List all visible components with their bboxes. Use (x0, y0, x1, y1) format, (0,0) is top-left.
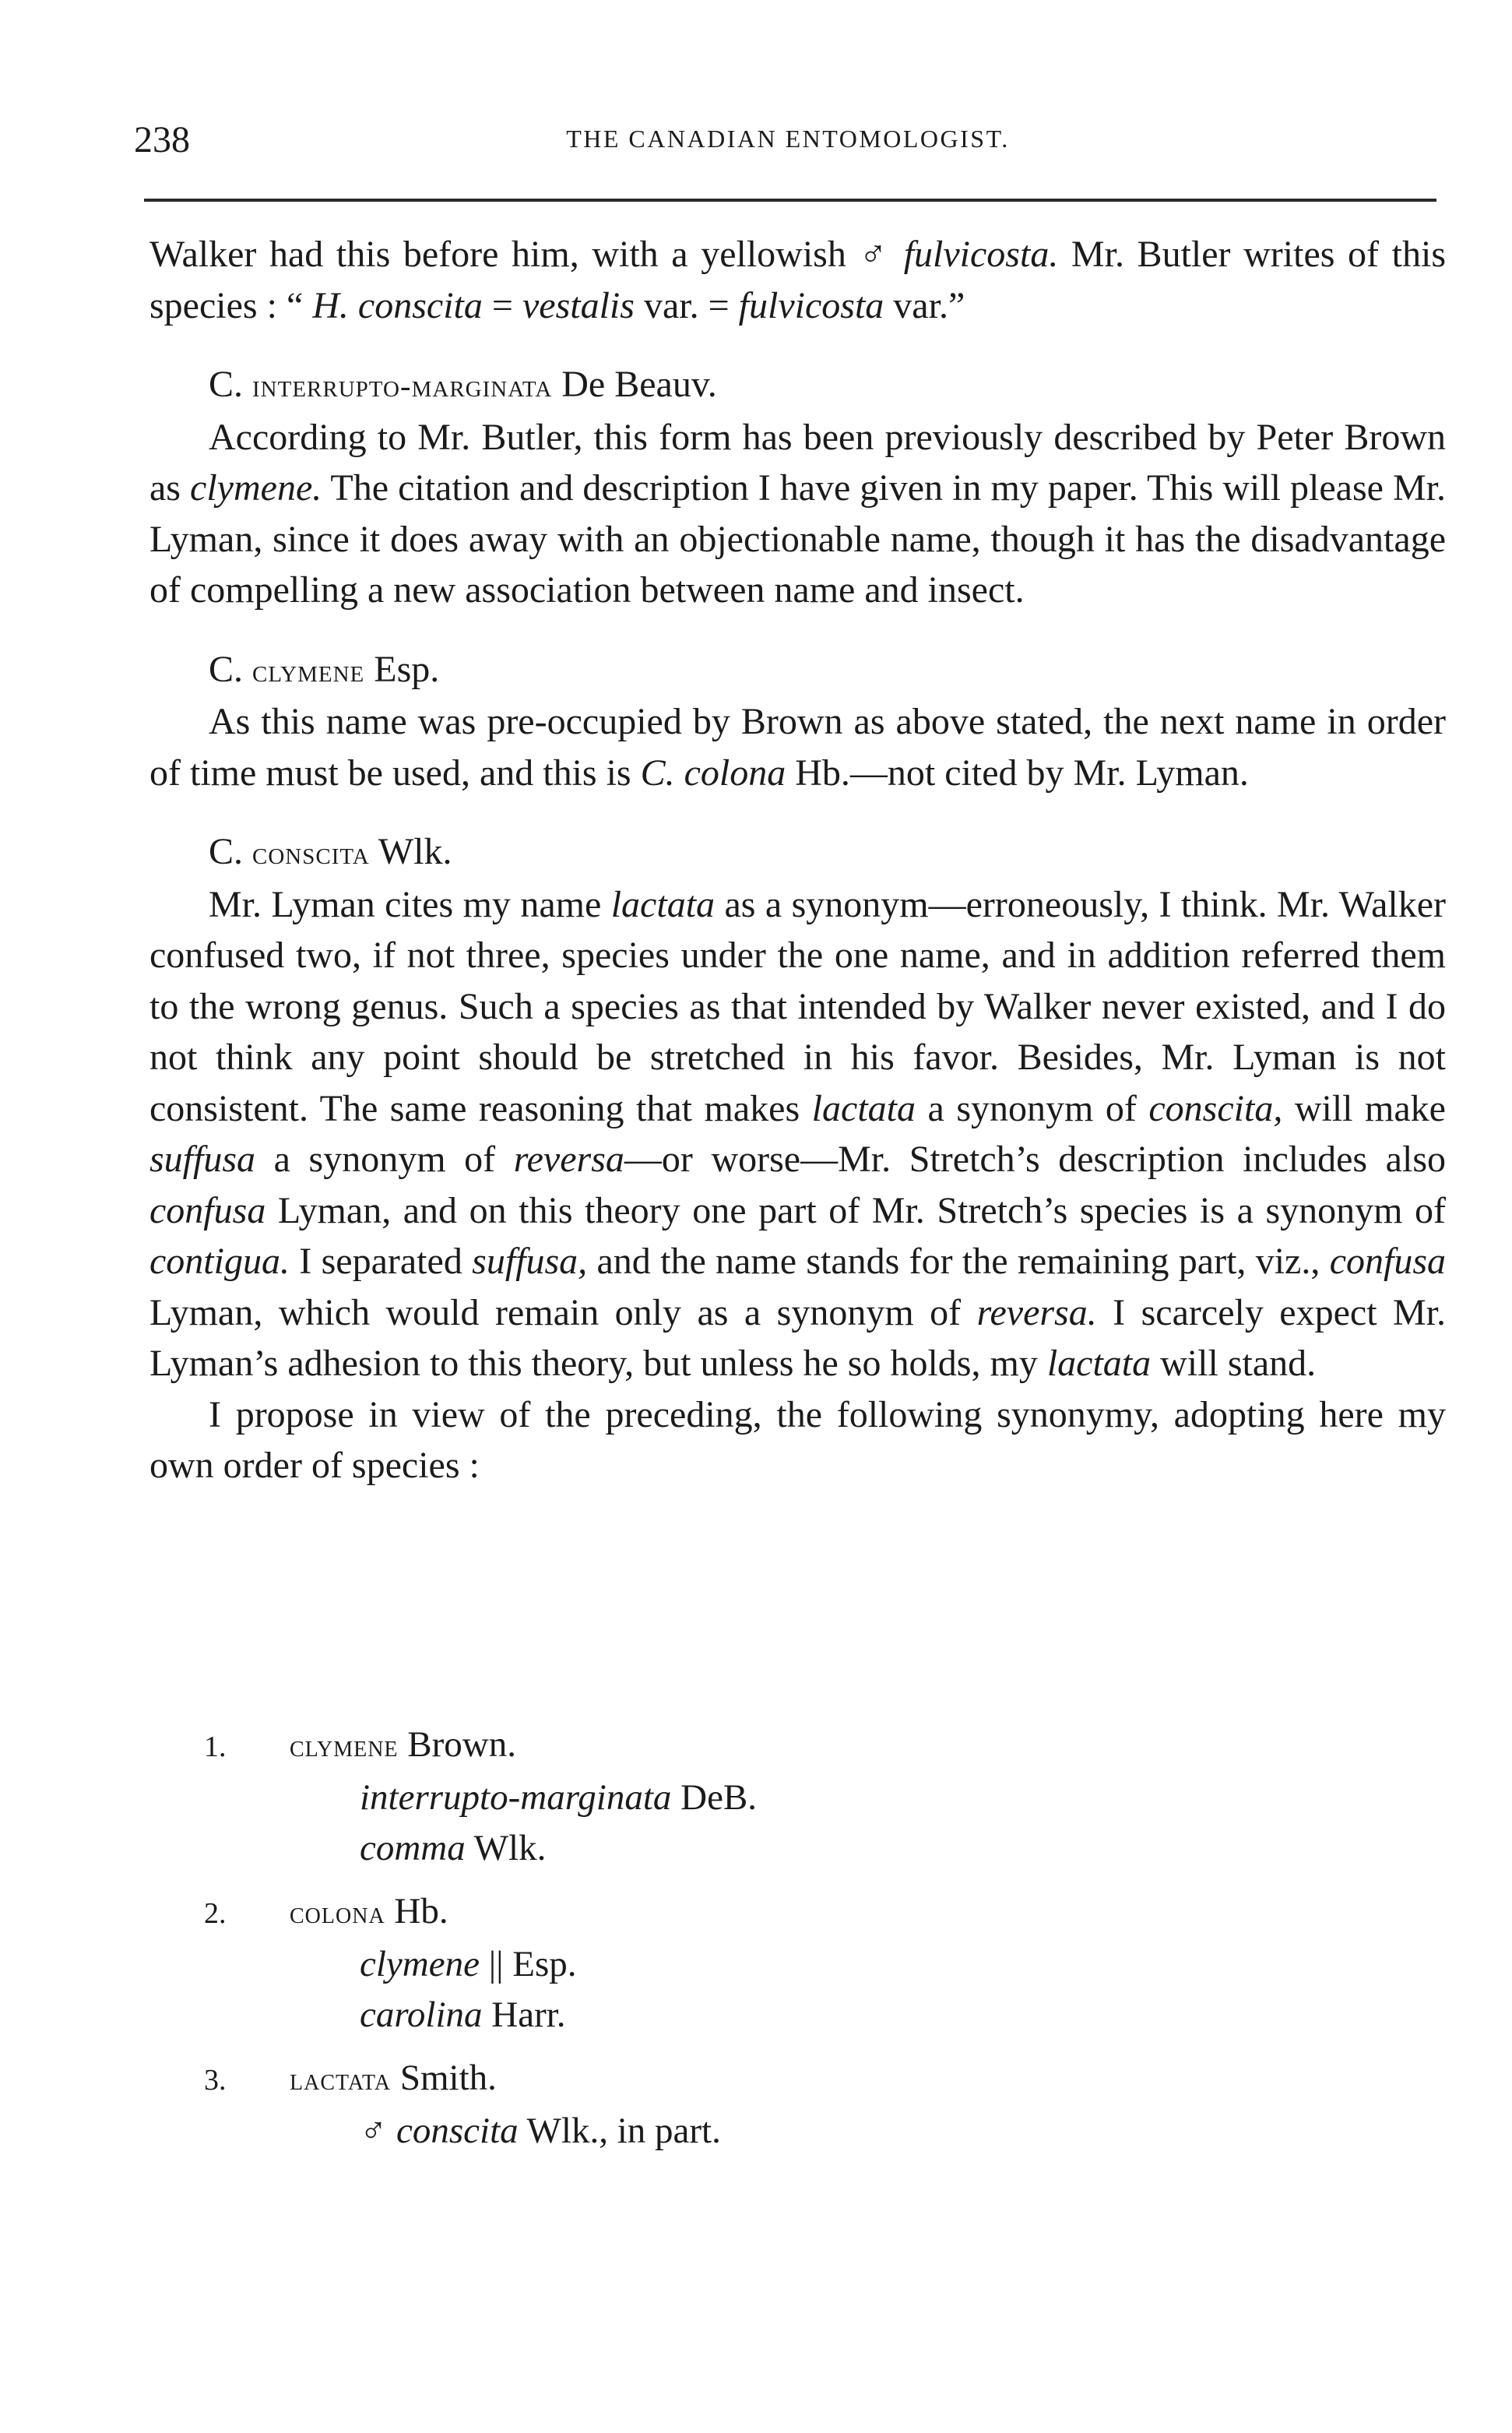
male-symbol: ♂ (360, 2111, 396, 2151)
synonym-author: Harr. (482, 1995, 566, 2035)
species-author: Brown. (398, 1724, 516, 1765)
synonymy-group (204, 1720, 1216, 1874)
synonym-name: interrupto-marginata (360, 1777, 672, 1818)
entry-label (290, 1886, 448, 1938)
page-number: 238 (134, 119, 190, 160)
species-name: colona (290, 1895, 385, 1930)
synonym-line (204, 1990, 1216, 2040)
entry-label (290, 1720, 516, 1771)
species-heading: C. interrupto-marginata De Beauv. (209, 364, 717, 405)
article-body (149, 229, 1446, 1491)
synonym-author: || Esp. (479, 1944, 577, 1984)
synonym-author: Wlk., in part. (518, 2111, 721, 2151)
continued-paragraph: Walker had this before him, with a yellowish ♂ fulvicosta. Mr. Butler writes of this species : “ H. conscita = vestalis var. = fulvicosta var.” (149, 234, 1447, 326)
synonym-name: clymene (360, 1944, 480, 1984)
synonymy-entry (204, 1720, 1216, 1773)
species-name: clymene (290, 1728, 399, 1763)
synonymy-entry (204, 2053, 1216, 2106)
synonym-line (204, 2106, 1216, 2157)
synonym-author: Wlk. (465, 1828, 547, 1868)
page-header (134, 118, 1442, 165)
running-title: THE CANADIAN ENTOMOLOGIST. (566, 125, 1010, 153)
synonymy-group (204, 2053, 1216, 2157)
entry-label (290, 2053, 497, 2104)
header-rule (144, 199, 1436, 202)
species-author: Hb. (385, 1891, 448, 1931)
entry-number: 2. (204, 1897, 227, 1930)
synonym-line (204, 1823, 1216, 1874)
paragraph: According to Mr. Butler, this form has been previously described by Peter Brown as clymene. The citation and description I have given in my paper. This will please Mr. Lyman, since it does away with an objectionable name, though it has the disadvantage of compelling a new association between name and insect. (149, 416, 1447, 611)
synonym-name: conscita (396, 2111, 519, 2151)
synonymy-entry (204, 1886, 1216, 1939)
species-author: Smith. (391, 2058, 497, 2098)
synonym-name: comma (360, 1828, 466, 1868)
species-heading: C. conscita Wlk. (209, 831, 452, 872)
paragraph: I propose in view of the preceding, the following synonymy, adopting here my own order of species : (149, 1393, 1446, 1486)
species-name: lactata (290, 2062, 392, 2097)
synonym-line (204, 1939, 1216, 1990)
synonymy-group (204, 1886, 1216, 2040)
synonym-line (204, 1773, 1216, 1823)
male-symbol: ♂ (859, 234, 891, 275)
species-heading: C. clymene Esp. (209, 648, 440, 690)
synonymy-list (204, 1720, 1216, 2169)
synonym-author: DeB. (671, 1777, 758, 1818)
entry-number: 1. (204, 1731, 227, 1763)
synonym-name: carolina (360, 1995, 483, 2035)
paragraph: Mr. Lyman cites my name lactata as a synonym—erroneously, I think. Mr. Walker confused two, if not three, species under the one name, and in addition referred them to the wrong genus. Such a species as that intended by Walker never existed, and I do not think any point should be stretched in his favor. Besides, Mr. Lyman is not consistent. The same reasoning that makes lactata a synonym of conscita, will make suffusa a synonym of reversa—or worse—Mr. Stretch’s description includes also confusa Lyman, and on this theory one part of Mr. Stretch’s species is a synonym of contigua. I separated suffusa, and the name stands for the remaining part, viz., confusa Lyman, which would remain only as a synonym of reversa. I scarcely expect Mr. Lyman’s adhesion to this theory, but unless he so holds, my lactata will stand. (149, 883, 1447, 1384)
entry-number: 3. (204, 2064, 227, 2097)
paragraph: As this name was pre-occupied by Brown as above stated, the next name in order of time must be used, and this is C. colona Hb.—not cited by Mr. Lyman. (149, 701, 1446, 794)
